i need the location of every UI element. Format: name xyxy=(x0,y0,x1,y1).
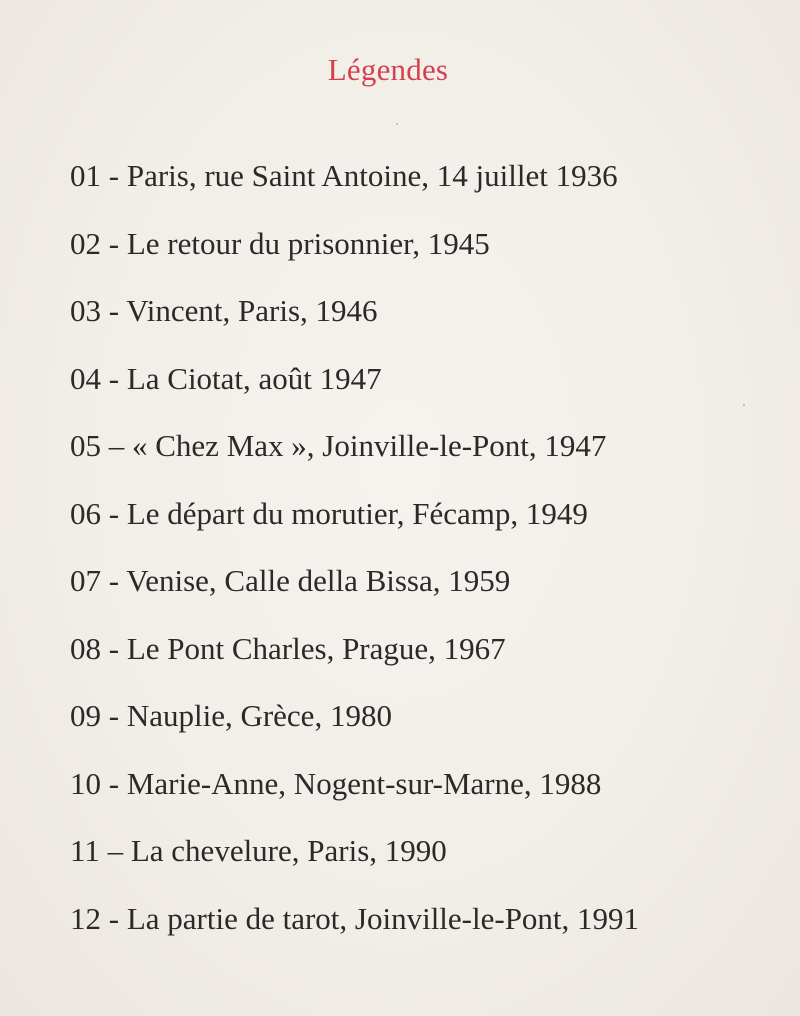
legend-item-06: 06 - Le départ du morutier, Fécamp, 1949 xyxy=(70,495,588,531)
legend-item-02: 02 - Le retour du prisonnier, 1945 xyxy=(70,225,490,261)
legend-item-04: 04 - La Ciotat, août 1947 xyxy=(70,360,382,396)
legend-item-03: 03 - Vincent, Paris, 1946 xyxy=(70,293,378,328)
legend-item-05: 05 – « Chez Max », Joinville-le-Pont, 1947 xyxy=(70,428,607,463)
legend-item-12: 12 - La partie de tarot, Joinville-le-Pont, 1991 xyxy=(70,900,640,936)
legend-item-09: 09 - Nauplie, Grèce, 1980 xyxy=(70,698,392,733)
legend-item-08: 08 - Le Pont Charles, Prague, 1967 xyxy=(70,630,506,666)
page-title: Légendes xyxy=(327,52,449,87)
legend-list xyxy=(70,150,770,960)
legend-item-01: 01 - Paris, rue Saint Antoine, 14 juillet 1936 xyxy=(70,158,618,193)
legend-item-10: 10 - Marie-Anne, Nogent-sur-Marne, 1988 xyxy=(70,765,602,801)
legend-item-07: 07 - Venise, Calle della Bissa, 1959 xyxy=(70,563,511,598)
paper-speck xyxy=(396,123,398,125)
legend-item-11: 11 – La chevelure, Paris, 1990 xyxy=(70,833,447,868)
